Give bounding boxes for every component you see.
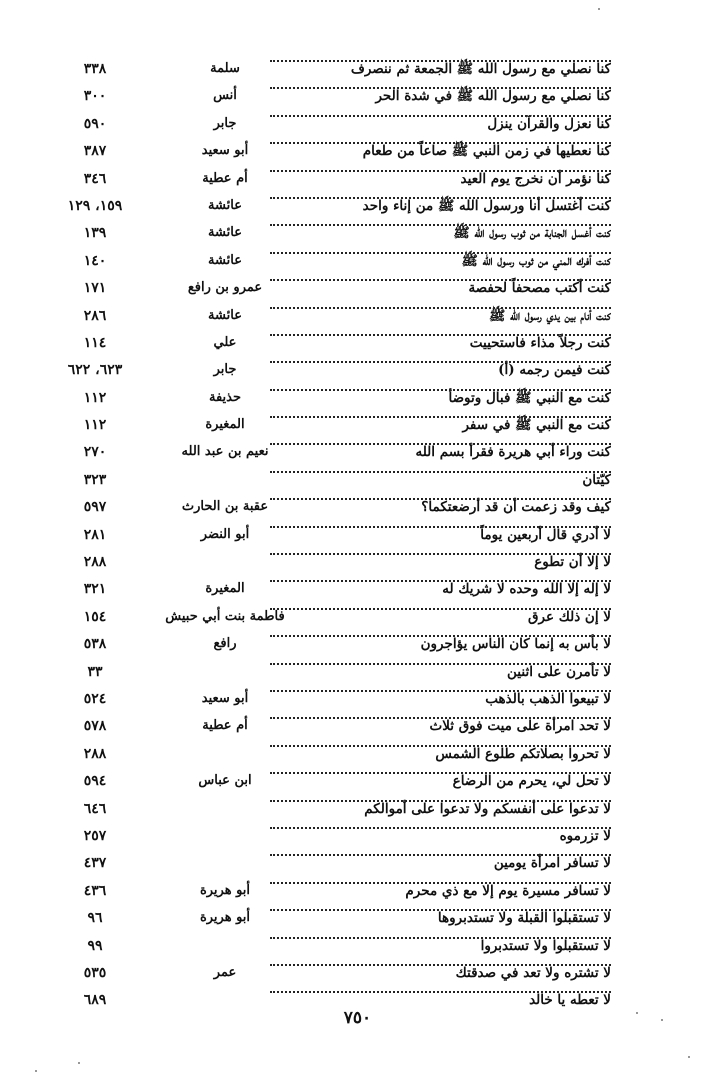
dot-leader (270, 690, 611, 692)
index-entry-row (0, 522, 715, 549)
hadith-cell (270, 469, 611, 491)
dot-leader (270, 937, 611, 939)
narrator-name: عمر (213, 964, 237, 980)
hadith-text: كنا نعطيها في زمن النبي ﷺ صاعاً من طعام (359, 143, 611, 159)
narrator-name: عمرو بن رافع (187, 280, 263, 296)
narrator-name: علي (213, 334, 237, 350)
dot-leader (270, 800, 611, 802)
dot-leader (270, 170, 611, 172)
print-speck (598, 8, 600, 10)
hadith-text: كيف وقد زعمت أن قد أرضعتكما؟ (417, 499, 611, 515)
dot-leader (270, 142, 611, 144)
hadith-cell (270, 962, 611, 984)
index-entry-row (0, 439, 715, 466)
page-reference: ٣٠٠ (83, 88, 107, 105)
page-reference: ٣٣ (87, 663, 103, 680)
hadith-text: كيّتان (578, 472, 611, 488)
index-entry-row (0, 576, 715, 603)
page-reference: ٣٣٨ (83, 61, 107, 77)
index-entry-row (0, 412, 715, 439)
narrator-name: عائشة (208, 197, 242, 213)
hadith-cell (270, 140, 611, 162)
page-reference: ٩٦ (87, 910, 103, 927)
index-entry-row (0, 385, 715, 412)
hadith-cell (270, 58, 611, 80)
hadith-cell (270, 414, 611, 436)
page-reference: ١١٢ (83, 417, 107, 434)
page-reference: ٢٨٦ (83, 307, 107, 324)
dot-leader (270, 334, 611, 336)
hadith-cell (270, 935, 611, 957)
hadith-text: كنت رجلاً مذاء فاستحييت (466, 335, 611, 351)
dot-leader (270, 498, 611, 500)
hadith-cell (270, 633, 611, 655)
hadith-text: كنا نؤمر أن نخرج يوم العيد (457, 171, 611, 187)
hadith-text: كنت مع النبي ﷺ فبال وتوضأ (444, 390, 611, 406)
narrator-name: فاطمة بنت أبي حبيش (165, 608, 285, 624)
index-entry-row (0, 467, 715, 494)
hadith-cell (270, 496, 611, 518)
hadith-text: لا إن ذلك عرق (524, 609, 611, 625)
hadith-cell (270, 168, 611, 190)
dot-leader (270, 964, 611, 966)
page-reference: ٥٩٠ (83, 115, 107, 132)
dot-leader (270, 991, 611, 993)
hadith-text: لا تأمرن على اثنين (503, 664, 611, 680)
narrator-name: المغيرة (205, 581, 245, 597)
page-reference: ١٤٠ (83, 252, 107, 269)
hadith-text: لا تسافر امرأة يومين (490, 855, 611, 871)
hadith-text: لا بأس به إنما كان الناس يؤاجرون (417, 636, 611, 652)
narrator-name: المغيرة (205, 417, 245, 433)
dot-leader (270, 252, 611, 254)
hadith-cell (270, 907, 611, 929)
index-entry-row (0, 960, 715, 987)
hadith-cell (270, 825, 611, 847)
hadith-cell (270, 715, 611, 737)
page-reference: ٥٣٨ (83, 636, 107, 653)
print-speck (661, 1019, 663, 1021)
narrator-name: أبو هريرة (199, 882, 251, 898)
page-reference: ٢٨١ (83, 526, 107, 543)
page-reference: ١١٤ (83, 334, 107, 351)
dot-leader (270, 389, 611, 391)
page-reference: ١٣٩ (83, 225, 107, 242)
index-entry-row (0, 549, 715, 576)
hadith-text: لا تحد امرأة على ميت فوق ثلاث (426, 718, 611, 734)
index-entry-row (0, 768, 715, 795)
dot-leader (270, 224, 611, 226)
hadith-index-table (0, 56, 715, 1015)
dot-leader (270, 471, 611, 473)
page-reference: ٤٣٧ (83, 855, 107, 872)
dot-leader (270, 307, 611, 309)
dot-leader (270, 60, 611, 62)
index-entry-row (0, 905, 715, 932)
narrator-name: أبو هريرة (199, 910, 251, 926)
narrator-name: جابر (213, 362, 237, 378)
dot-leader (270, 87, 611, 89)
page-reference: ١٧١ (83, 280, 107, 297)
hadith-cell (270, 524, 611, 546)
print-speck (636, 1012, 638, 1014)
narrator-name: عائشة (208, 225, 242, 241)
index-entry-row (0, 933, 715, 960)
narrator-name: عائشة (208, 252, 242, 268)
page-reference: ٦٤٦ (83, 800, 107, 817)
index-entry-row (0, 275, 715, 302)
dot-leader (270, 772, 611, 774)
index-entry-row (0, 83, 715, 110)
hadith-cell (270, 277, 611, 299)
hadith-text: لا أدري قال أربعين يوماً (476, 527, 611, 543)
index-entry-row (0, 330, 715, 357)
page-reference: ٣٢١ (83, 581, 107, 598)
dot-leader (270, 416, 611, 418)
hadith-text: كنا نصلي مع رسول الله ﷺ الجمعة ثم ننصرف (347, 61, 611, 77)
dot-leader (270, 197, 611, 199)
hadith-text: لا تستقبلوا ولا تستدبروا (477, 938, 611, 954)
hadith-cell (270, 770, 611, 792)
page-reference: ١٥٤ (83, 608, 107, 625)
narrator-name: جابر (213, 115, 237, 131)
narrator-name: حذيفة (208, 389, 242, 405)
dot-leader (270, 553, 611, 555)
print-speck (78, 1062, 80, 1064)
hadith-cell (270, 250, 611, 272)
dot-leader (270, 608, 611, 610)
index-entry-row (0, 248, 715, 275)
index-entry-row (0, 193, 715, 220)
index-entry-row (0, 494, 715, 521)
index-entry-row (0, 631, 715, 658)
hadith-cell (270, 113, 611, 135)
narrator-name: عائشة (208, 307, 242, 323)
hadith-text: كنا نصلي مع رسول الله ﷺ في شدة الحر (371, 88, 611, 104)
hadith-text: كنت أكتب مصحفاً لحفصة (464, 280, 611, 296)
dot-leader (270, 909, 611, 911)
narrator-name: أبو سعيد (201, 143, 249, 159)
dot-leader (270, 443, 611, 445)
hadith-text: لا تزرموه (556, 828, 611, 844)
page-reference: ٥٣٥ (83, 964, 107, 981)
page-reference: ١١٢ (83, 389, 107, 406)
index-entry-row (0, 138, 715, 165)
hadith-text: لا تحروا بصلاتكم طلوع الشمس (431, 746, 611, 762)
hadith-text: لا تعطه يا خالد (525, 992, 611, 1008)
hadith-cell (270, 688, 611, 710)
dot-leader (270, 827, 611, 829)
dot-leader (270, 663, 611, 665)
page-reference: ٦٨٩ (83, 992, 107, 1009)
dot-leader (270, 279, 611, 281)
hadith-cell (270, 551, 611, 573)
dot-leader (270, 745, 611, 747)
narrator-name: أبو النضر (200, 526, 250, 542)
narrator-name: أم عطية (202, 718, 248, 734)
page-reference: ٥٩٧ (83, 499, 107, 516)
hadith-text: كنت أغسل الجنابة من ثوب رسول الله ﷺ (449, 225, 611, 241)
hadith-text: كنت أنام بين يدي رسول الله ﷺ (485, 308, 611, 324)
index-entry-row (0, 604, 715, 631)
page-reference: ٢٧٠ (83, 444, 107, 461)
hadith-cell (270, 852, 611, 874)
hadith-text: كنت فيمن رجمه (أ) (494, 362, 611, 378)
hadith-text: كنت أغتسل أنا ورسول الله ﷺ من إناء واحد (359, 198, 611, 214)
index-entry-row (0, 713, 715, 740)
index-entry-row (0, 741, 715, 768)
page-reference: ١٥٩، ١٢٩ (67, 197, 123, 214)
print-speck (688, 1056, 690, 1058)
hadith-text: لا إلا أن تطوع (530, 554, 611, 570)
hadith-text: لا تسافر مسيرة يوم إلا مع ذي محرم (401, 883, 611, 899)
hadith-text: لا إله إلا الله وحده لا شريك له (438, 581, 611, 597)
page-reference: ٥٧٨ (83, 718, 107, 735)
index-entry-row (0, 111, 715, 138)
hadith-cell (270, 743, 611, 765)
hadith-text: كنت وراء أبي هريرة فقرأ بسم الله (411, 444, 611, 460)
print-speck (35, 1070, 37, 1072)
index-entry-row (0, 686, 715, 713)
narrator-name: ابن عباس (198, 773, 252, 789)
index-entry-row (0, 303, 715, 330)
page-reference: ٣٤٦ (83, 170, 107, 187)
index-entry-row (0, 878, 715, 905)
dot-leader (270, 580, 611, 582)
narrator-name: عقبة بن الحارث (181, 499, 269, 515)
hadith-cell (270, 85, 611, 107)
narrator-name: نعيم بن عبد الله (181, 444, 269, 460)
index-entry-row (0, 850, 715, 877)
hadith-text: لا تستقبلوا القبلة ولا تستدبروها (434, 910, 611, 926)
hadith-text: لا تدعوا على أنفسكم ولا تدعوا على أموالكم (360, 801, 611, 817)
page-reference: ٦٢٣، ٦٢٢ (67, 362, 123, 379)
dot-leader (270, 115, 611, 117)
page-reference: ٣٨٧ (83, 143, 107, 160)
hadith-text: لا تبيعوا الذهب بالذهب (481, 691, 611, 707)
index-entry-row (0, 166, 715, 193)
hadith-cell (270, 606, 611, 628)
hadith-cell (270, 661, 611, 683)
hadith-cell (270, 332, 611, 354)
page-reference: ٩٩ (87, 937, 103, 954)
hadith-text: لا تشتره ولا تعد في صدقتك (452, 965, 611, 981)
dot-leader (270, 717, 611, 719)
dot-leader (270, 854, 611, 856)
page-reference: ٢٨٨ (83, 554, 107, 571)
narrator-name: أنس (213, 88, 237, 104)
narrator-name: أبو سعيد (201, 690, 249, 706)
index-entry-row (0, 220, 715, 247)
index-entry-row (0, 357, 715, 384)
hadith-cell (270, 441, 611, 463)
page-reference: ٥٩٤ (83, 773, 107, 790)
hadith-cell (270, 222, 611, 244)
hadith-text: لا تحل لي، يحرم من الرضاع (449, 773, 611, 789)
index-entry-row (0, 796, 715, 823)
hadith-text: كنت أفرك المني من ثوب رسول الله ﷺ (457, 253, 611, 269)
index-entry-row (0, 823, 715, 850)
hadith-cell (270, 387, 611, 409)
dot-leader (270, 635, 611, 637)
index-entry-row (0, 659, 715, 686)
narrator-name: سلمة (210, 61, 240, 76)
page-reference: ٥٢٤ (83, 690, 107, 707)
hadith-cell (270, 798, 611, 820)
narrator-name: أم عطية (202, 170, 248, 186)
index-entry-row (0, 56, 715, 83)
hadith-cell (270, 305, 611, 327)
hadith-cell (270, 359, 611, 381)
page-number: ٧٥٠ (343, 1008, 372, 1028)
page-reference: ٤٣٦ (83, 882, 107, 899)
hadith-cell (270, 578, 611, 600)
hadith-cell (270, 195, 611, 217)
page-reference: ٢٥٧ (83, 827, 107, 844)
dot-leader (270, 526, 611, 528)
hadith-text: كنت مع النبي ﷺ في سفر (458, 417, 611, 433)
dot-leader (270, 882, 611, 884)
narrator-name: رافع (213, 636, 237, 652)
dot-leader (270, 361, 611, 363)
page-reference: ٣٢٣ (83, 471, 107, 488)
hadith-cell (270, 880, 611, 902)
hadith-text: كنا نعزل والقرآن ينزل (483, 116, 611, 132)
page-reference: ٢٨٨ (83, 745, 107, 762)
